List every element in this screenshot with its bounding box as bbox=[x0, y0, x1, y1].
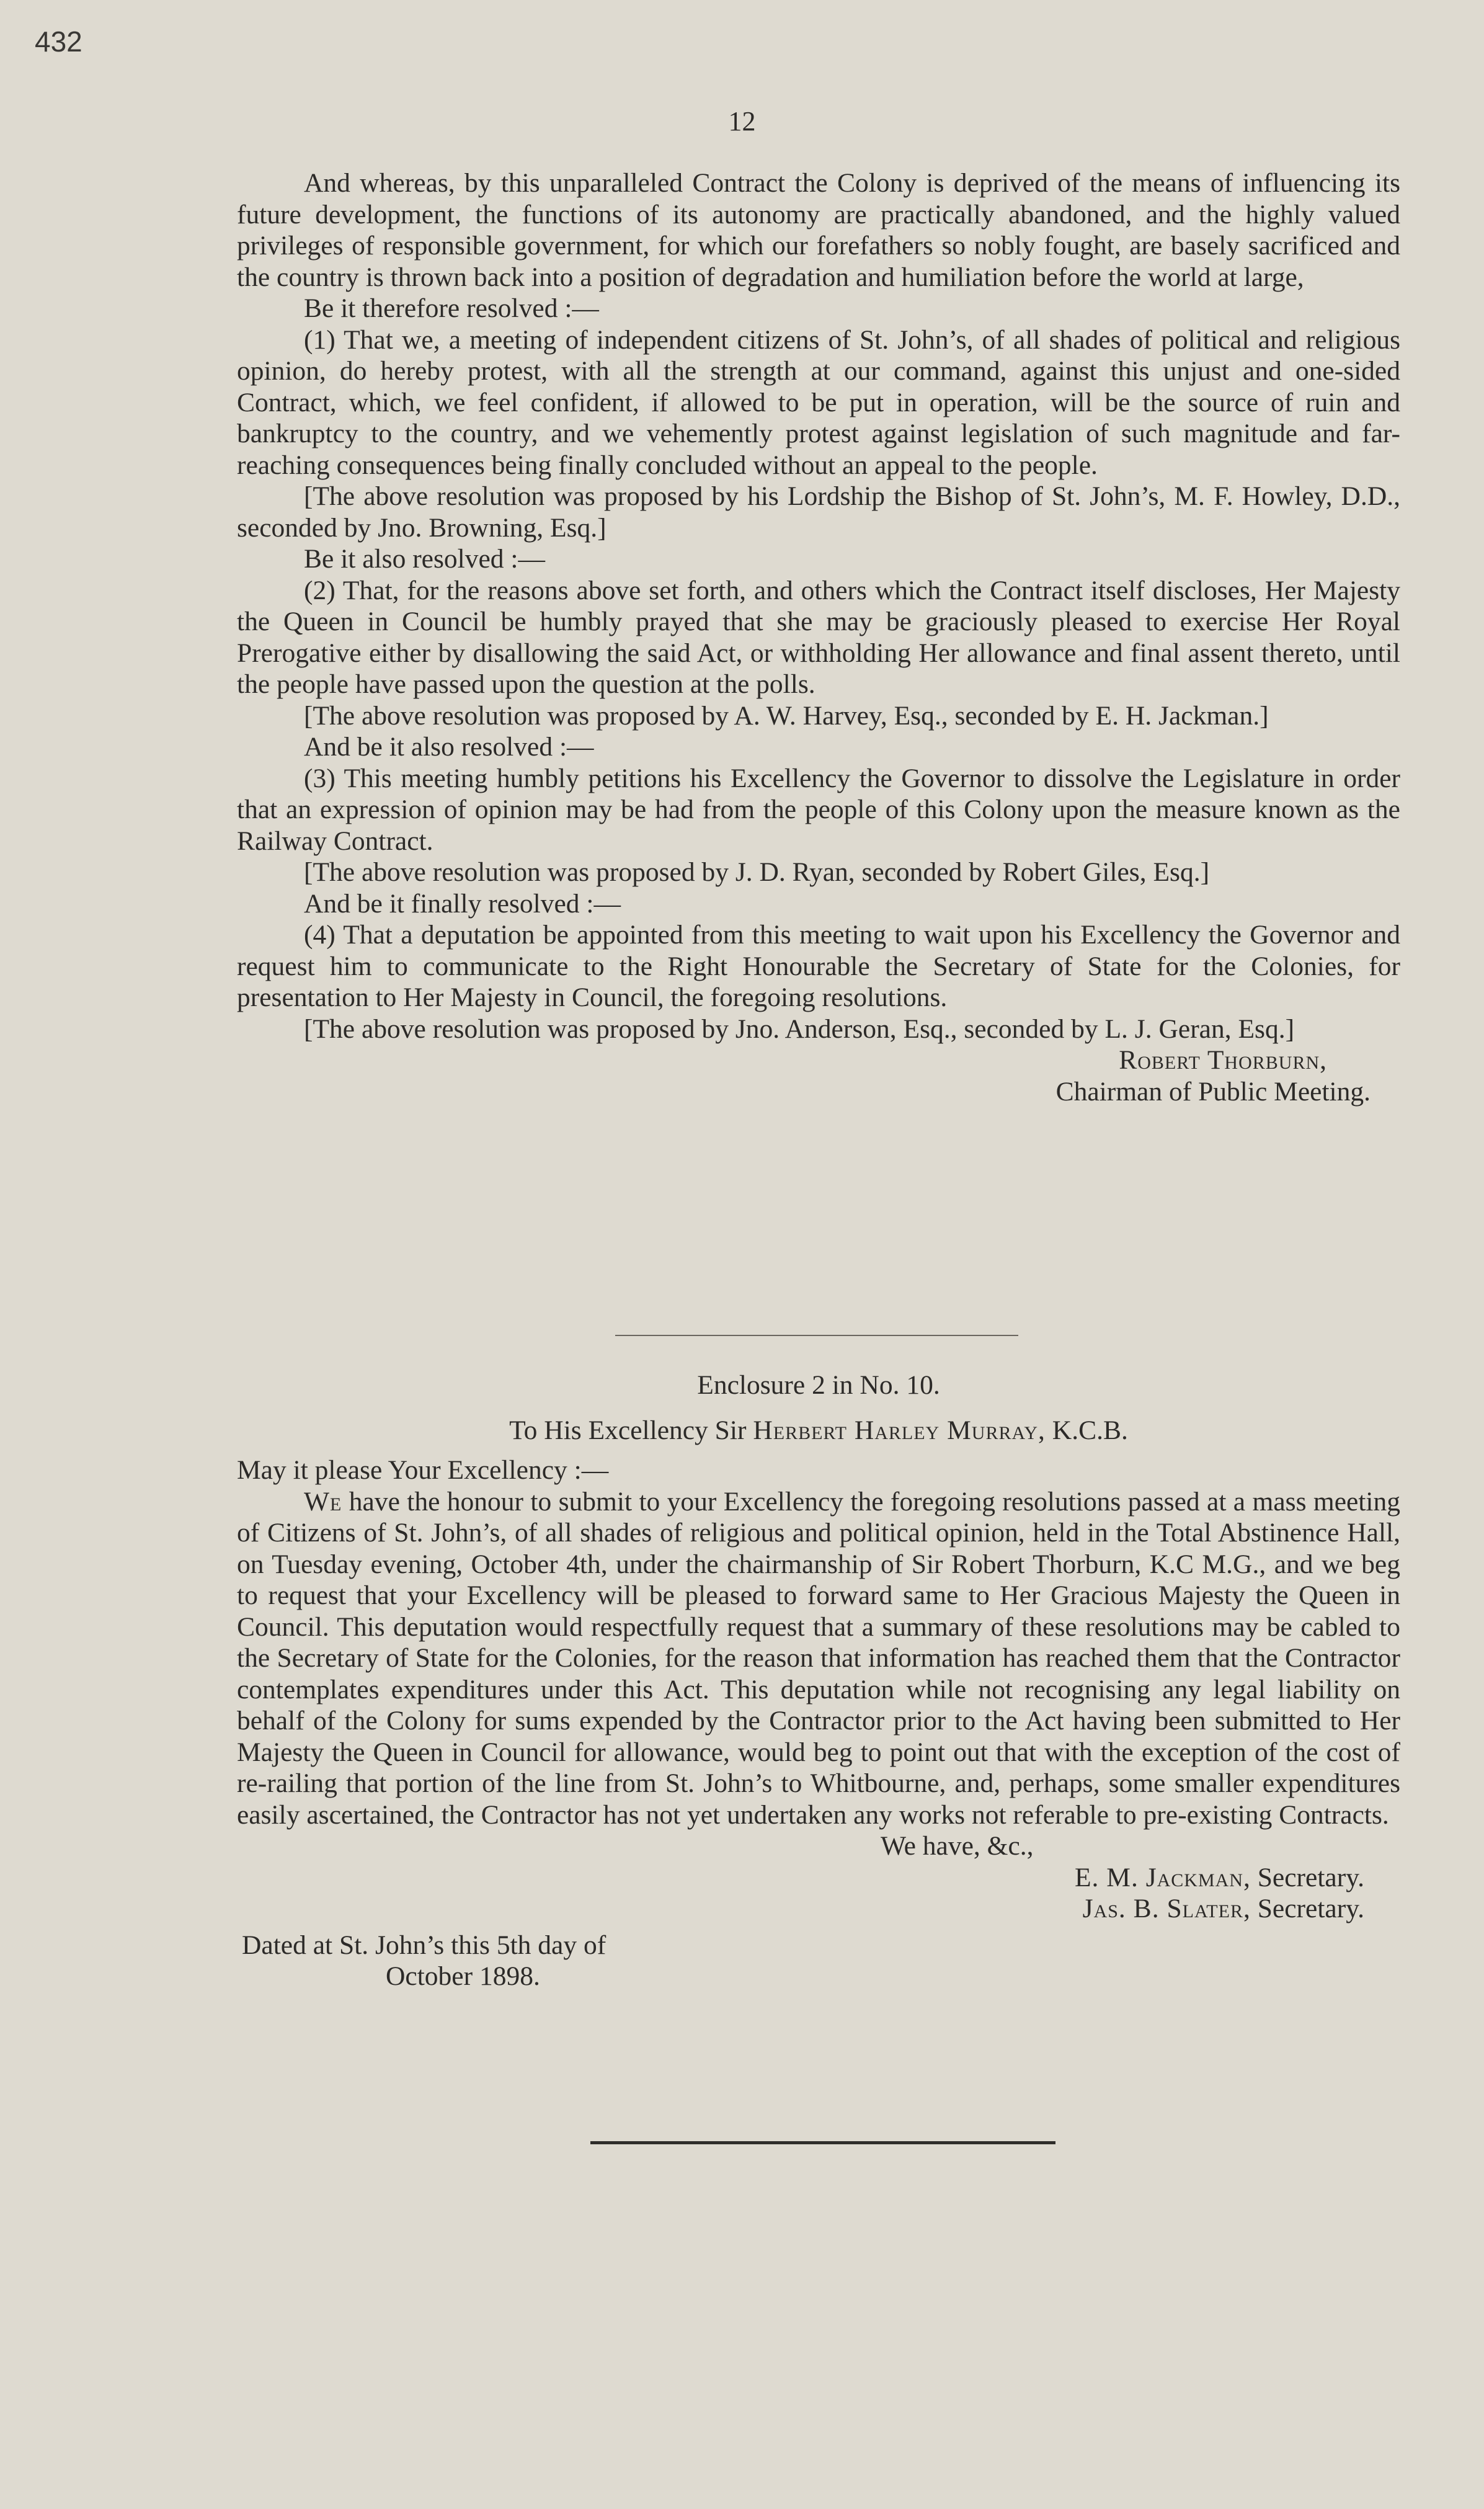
chairman-signature bbox=[237, 1045, 1400, 1107]
addressee-prefix: To His Excellency Sir bbox=[509, 1415, 747, 1445]
letter-body-text: have the honour to submit to your Excellency the foregoing resolutions passed at a mass meeting of Citizens of St. John’s, of all shades of religious and political opinion, held in the Total Abstinence Hall, on Tuesday evening, October 4th, under the chairmanship of Sir Robert Thorburn, K.C M.G., and we beg to request that your Excellency will be pleased to forward same to Her Gracious Majesty the Queen in Council. This deputation would respectfully request that a summary of these resolutions may be cabled to the Secretary of State for the Colonies, for the reason that information has reached them that the Contractor contemplates expenditures under this Act. This deputation while not recognising any legal liability on behalf of the Colony for sums expended by the Contractor prior to the Act having been submitted to Her Majesty the Queen in Council for allowance, would beg to point out that with the exception of the cost of re-railing that portion of the line from St. John’s to Whitbourne, and, perhaps, some smaller expenditures easily ascertained, the Contractor has not yet undertaken any works not referable to pre-existing Contracts. bbox=[237, 1486, 1400, 1830]
resolution-4: (4) That a deputation be appointed from this meeting to wait upon his Excellency the Governor and request him to communicate to the Right Honourable the Secretary of State for the Colonies, for presentation to Her Majesty in Council, the foregoing resolutions. bbox=[237, 920, 1400, 1012]
page-number: 12 bbox=[728, 106, 756, 136]
signer-1-role: Secretary. bbox=[1257, 1862, 1364, 1892]
end-rule bbox=[590, 2141, 1055, 2144]
resolution-2-note: [The above resolution was proposed by A. W. Harvey, Esq., seconded by E. H. Jackman.] bbox=[304, 700, 1269, 731]
addressee-suffix: K.C.B. bbox=[1052, 1415, 1128, 1445]
resolutions-section bbox=[237, 167, 1400, 1107]
signer-2 bbox=[237, 1893, 1400, 1925]
signer-1-name: E. M. Jackman, bbox=[1074, 1862, 1251, 1892]
salutation: May it please Your Excellency :— bbox=[237, 1455, 609, 1485]
whereas-paragraph: And whereas, by this unparalleled Contract the Colony is deprived of the means of influencing its future development, the functions of its autonomy are practically abandoned, and the highly valued privileges of responsible government, for which our forefathers so nobly fought, are basely sacrificed and the country is thrown back into a position of degradation and humiliation before the world at large, bbox=[237, 168, 1400, 292]
closing: We have, &c., bbox=[881, 1831, 1034, 1861]
resolution-3: (3) This meeting humbly petitions his Excellency the Governor to dissolve the Legislature in order that an expression of opinion may be had from the people of this Colony upon the measure known as the Railway Contract. bbox=[237, 763, 1400, 856]
dated-block bbox=[237, 1930, 1400, 1992]
resolution-1-note: [The above resolution was proposed by his Lordship the Bishop of St. John’s, M. F. Howley, D.D., seconded by Jno. Browning, Esq.] bbox=[237, 481, 1400, 543]
resolution-1: (1) That we, a meeting of independent citizens of St. John’s, of all shades of political and religious opinion, do hereby protest, with all the strength at our command, against this unjust and one-sided Contract, which, we feel confident, if allowed to be put in operation, will be the source of ruin and bankruptcy to the country, and we vehemently protest against legislation of such magnitude and far-reaching consequences being finally concluded without an appeal to the people. bbox=[237, 324, 1400, 480]
resolution-2: (2) That, for the reasons above set forth, and others which the Contract itself discloses, Her Majesty the Queen in Council be humbly prayed that she may be graciously pleased to exercise Her Royal Prerogative either by disallowing the said Act, or withholding Her allowance and final assent thereto, until the people have passed upon the question at the polls. bbox=[237, 575, 1400, 699]
resolution-4-note: [The above resolution was proposed by Jno. Anderson, Esq., seconded by L. J. Geran, Esq.] bbox=[304, 1014, 1295, 1044]
addressee-line bbox=[237, 1415, 1400, 1446]
resolved-heading-2: Be it also resolved :— bbox=[304, 544, 546, 574]
dated-line-2: October 1898. bbox=[386, 1961, 540, 1991]
enclosure-heading: Enclosure 2 in No. 10. bbox=[697, 1370, 940, 1400]
signer-1 bbox=[237, 1862, 1400, 1894]
section-divider bbox=[615, 1335, 1018, 1336]
resolution-3-note: [The above resolution was proposed by J. D. Ryan, seconded by Robert Giles, Esq.] bbox=[304, 857, 1210, 887]
signer-2-role: Secretary. bbox=[1257, 1894, 1364, 1923]
addressee-name: Herbert Harley Murray, bbox=[753, 1415, 1046, 1445]
opening-word: We bbox=[304, 1486, 342, 1517]
signature-name: Robert Thorburn, bbox=[1119, 1045, 1327, 1075]
folio-number: 432 bbox=[35, 25, 82, 58]
enclosure-section bbox=[237, 1370, 1400, 1992]
dated-line-1: Dated at St. John’s this 5th day of bbox=[242, 1930, 606, 1960]
resolved-heading-1: Be it therefore resolved :— bbox=[304, 293, 599, 323]
resolved-heading-4: And be it finally resolved :— bbox=[304, 888, 621, 919]
signature-title: Chairman of Public Meeting. bbox=[1055, 1076, 1371, 1107]
signer-2-name: Jas. B. Slater, bbox=[1082, 1894, 1251, 1923]
letter-body bbox=[237, 1486, 1400, 1831]
resolved-heading-3: And be it also resolved :— bbox=[304, 732, 594, 762]
